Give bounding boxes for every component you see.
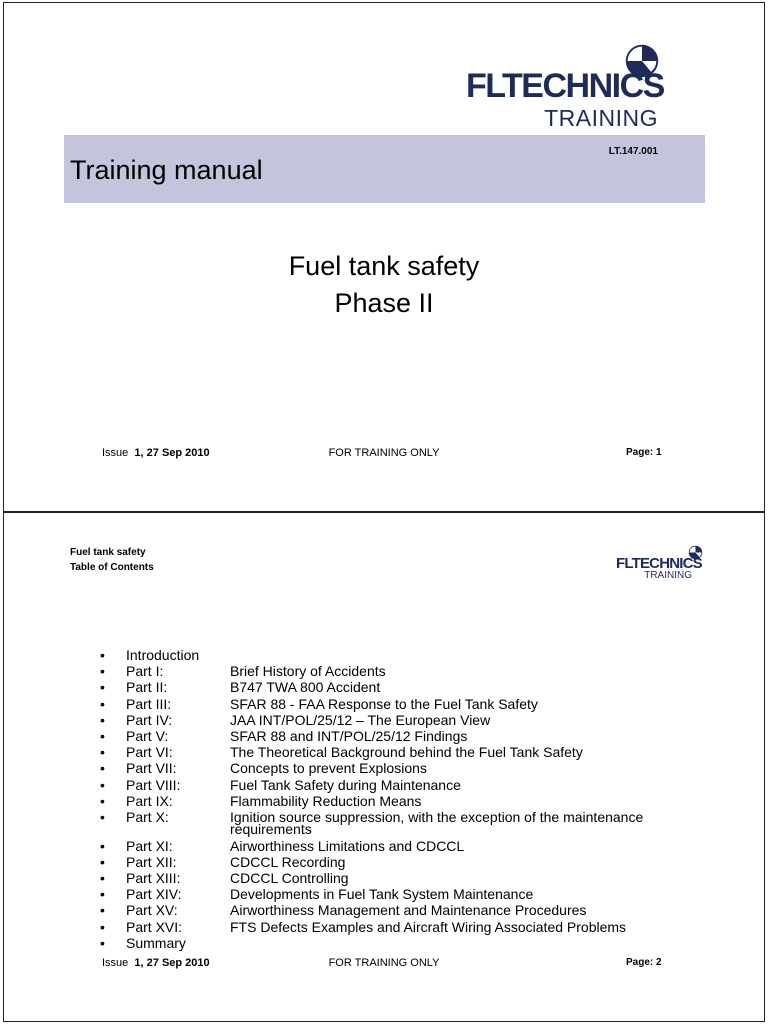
logo-sub-text: TRAINING <box>544 105 658 131</box>
toc-part-description: Airworthiness Management and Maintenance Procedures <box>230 902 587 919</box>
issue-value: 1, 27 Sep 2010 <box>134 447 210 459</box>
toc-part-label: Part X: <box>126 808 169 825</box>
toc-part-label: Part XVI: <box>126 918 183 935</box>
bullet-icon: • <box>100 695 105 712</box>
bullet-icon: • <box>100 886 105 903</box>
toc-part-label: Part XV: <box>126 902 178 919</box>
toc-part-label: Part XI: <box>126 837 173 854</box>
toc-part-label: Part IX: <box>126 792 173 809</box>
toc-item <box>100 647 700 663</box>
toc-part-description: Fuel Tank Safety during Maintenance <box>230 776 461 793</box>
toc-part-description: CDCCL Controlling <box>230 869 349 886</box>
logo-brand-text: FLTECHNICS <box>466 67 664 105</box>
toc-item <box>100 777 700 793</box>
bullet-icon: • <box>100 776 105 793</box>
bullet-icon: • <box>100 711 105 728</box>
toc-part-description: Concepts to prevent Explosions <box>230 760 427 777</box>
slide-page-2 <box>3 512 765 1022</box>
table-of-contents <box>100 647 700 951</box>
toc-part-description: Developments in Fuel Tank System Maintenance <box>230 886 534 903</box>
title-banner <box>64 135 705 203</box>
bullet-icon: • <box>100 727 105 744</box>
bullet-icon: • <box>100 679 105 696</box>
toc-part-label: Part XII: <box>126 853 177 870</box>
banner-title: Training manual <box>70 155 263 185</box>
toc-item <box>100 919 700 935</box>
issue-value: 1, 27 Sep 2010 <box>134 957 210 969</box>
toc-item <box>100 793 700 809</box>
issue-label: Issue <box>102 957 129 969</box>
header-section-title: Fuel tank safety <box>70 547 146 558</box>
fltechnics-logo <box>466 43 706 133</box>
page-footer <box>4 957 764 973</box>
toc-part-description: CDCCL Recording <box>230 853 346 870</box>
toc-part-description: FTS Defects Examples and Aircraft Wiring Associated Problems <box>230 918 627 935</box>
toc-part-description: JAA INT/POL/25/12 – The European View <box>230 711 491 728</box>
main-title-line-2: Phase II <box>334 288 434 318</box>
bullet-icon: • <box>100 902 105 919</box>
toc-part-label: Part I: <box>126 663 164 680</box>
toc-part-label: Part V: <box>126 727 169 744</box>
toc-item <box>100 760 700 776</box>
main-title-line-1: Fuel tank safety <box>288 251 480 281</box>
toc-part-description: Ignition source suppression, with the exception of the maintenance requirements <box>230 808 644 838</box>
toc-part-label: Part XIII: <box>126 869 181 886</box>
toc-part-description: SFAR 88 and INT/POL/25/12 Findings <box>230 727 468 744</box>
toc-part-label: Part IV: <box>126 711 173 728</box>
bullet-icon: • <box>100 934 105 951</box>
slide-page-1 <box>3 2 765 512</box>
bullet-icon: • <box>100 760 105 777</box>
toc-part-label: Part VI: <box>126 744 173 761</box>
bullet-icon: • <box>100 663 105 680</box>
issue-label: Issue <box>102 447 129 459</box>
toc-part-label: Part II: <box>126 679 168 696</box>
toc-item <box>100 744 700 760</box>
toc-part-description: B747 TWA 800 Accident <box>230 679 381 696</box>
toc-item <box>100 902 700 918</box>
page-number: Page: 2 <box>626 957 662 968</box>
header-subtitle: Table of Contents <box>70 562 154 573</box>
toc-item <box>100 663 700 679</box>
toc-part-description: Brief History of Accidents <box>230 663 386 680</box>
toc-item <box>100 712 700 728</box>
page-number: Page: 1 <box>626 447 662 458</box>
training-notice: FOR TRAINING ONLY <box>328 957 440 969</box>
toc-item <box>100 696 700 712</box>
bullet-icon: • <box>100 792 105 809</box>
toc-item <box>100 886 700 902</box>
toc-part-description: The Theoretical Background behind the Fuel Tank Safety <box>230 744 583 761</box>
toc-part-description: SFAR 88 - FAA Response to the Fuel Tank Safety <box>230 695 538 712</box>
toc-part-label: Part III: <box>126 695 172 712</box>
page-footer <box>4 447 764 463</box>
logo-brand-text: FLTECHNICS <box>616 555 702 572</box>
toc-part-label: Part VII: <box>126 760 177 777</box>
bullet-icon: • <box>100 837 105 854</box>
toc-item <box>100 935 700 951</box>
bullet-icon: • <box>100 808 105 825</box>
toc-item <box>100 679 700 695</box>
document-number: LT.147.001 <box>608 146 658 157</box>
toc-part-description: Flammability Reduction Means <box>230 792 422 809</box>
toc-part-label: Part VIII: <box>126 776 181 793</box>
toc-item <box>100 728 700 744</box>
toc-item <box>100 870 700 886</box>
bullet-icon: • <box>100 647 105 663</box>
toc-section-label: Introduction <box>126 647 200 663</box>
toc-part-label: Part XIV: <box>126 886 182 903</box>
bullet-icon: • <box>100 853 105 870</box>
fltechnics-logo-small <box>616 543 716 583</box>
toc-item <box>100 809 700 838</box>
toc-item <box>100 838 700 854</box>
toc-part-description: Airworthiness Limitations and CDCCL <box>230 837 465 854</box>
toc-section-label: Summary <box>126 934 186 951</box>
logo-sub-text: TRAINING <box>644 570 692 581</box>
bullet-icon: • <box>100 918 105 935</box>
training-notice: FOR TRAINING ONLY <box>328 447 440 459</box>
toc-item <box>100 854 700 870</box>
bullet-icon: • <box>100 744 105 761</box>
bullet-icon: • <box>100 869 105 886</box>
